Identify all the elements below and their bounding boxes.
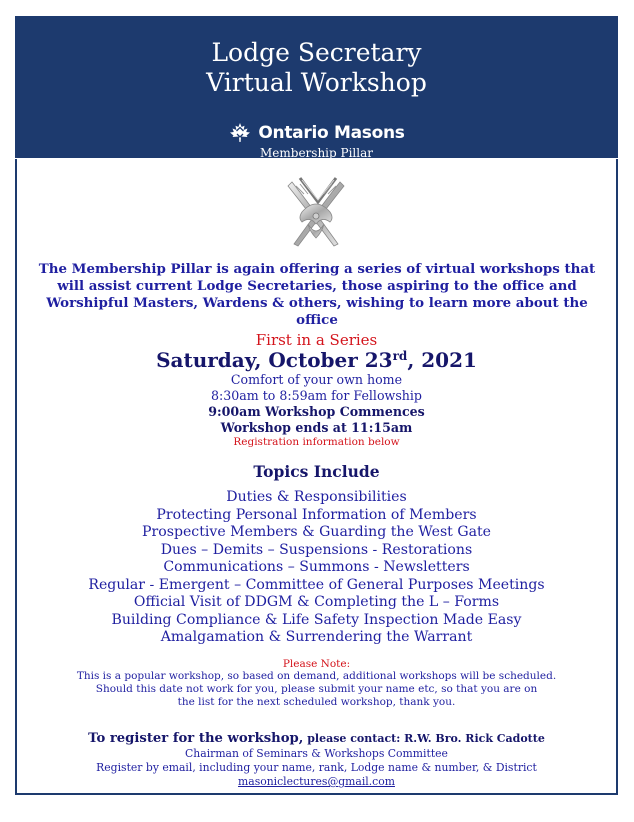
topic-item: Regular - Emergent – Committee of General Purposes Meetings bbox=[88, 576, 545, 593]
please-note-title: Please Note: bbox=[282, 658, 351, 670]
register-instructions: Register by email, including your name, rank, Lodge name & number, & District bbox=[96, 761, 537, 774]
note-line: This is a popular workshop, so based on demand, additional workshops will be scheduled. bbox=[76, 670, 557, 682]
please-note-body bbox=[15, 670, 618, 709]
event-location: Comfort of your own home bbox=[230, 372, 403, 387]
ontario-masons-logo bbox=[15, 122, 618, 144]
event-date-suffix: rd bbox=[392, 349, 408, 363]
register-lead: To register for the workshop, bbox=[88, 731, 304, 746]
series-label: First in a Series bbox=[255, 331, 378, 349]
workshop-start: 9:00am Workshop Commences bbox=[208, 404, 425, 419]
topic-item: Dues – Demits – Suspensions - Restorations bbox=[160, 541, 473, 558]
title-line-2: Virtual Workshop bbox=[206, 68, 427, 97]
event-date-year: , 2021 bbox=[407, 348, 477, 372]
note-line: the list for the next scheduled workshop, thank you. bbox=[177, 696, 456, 708]
topics-list bbox=[15, 489, 618, 647]
topics-title: Topics Include bbox=[253, 462, 380, 481]
note-line: Should this date not work for you, please submit your name etc, so that you are on bbox=[95, 683, 538, 695]
topic-item: Prospective Members & Guarding the West Gate bbox=[142, 524, 491, 540]
topic-item: Protecting Personal Information of Members bbox=[156, 506, 477, 523]
topic-item: Official Visit of DDGM & Completing the L – Forms bbox=[133, 594, 500, 610]
event-date-day: Saturday, October 23 bbox=[156, 348, 393, 372]
register-email-row bbox=[15, 775, 618, 788]
fellowship-time: 8:30am to 8:59am for Fellowship bbox=[211, 388, 422, 403]
crossed-quills-secretary-jewel-icon bbox=[278, 172, 354, 252]
intro-paragraph: The Membership Pillar is again offering a series of virtual workshops that will assist current Lodge Secretaries, those aspiring to the office and Worshipful Masters, Wardens & others, wishing to learn more about the office bbox=[38, 261, 596, 328]
workshop-end: Workshop ends at 11:15am bbox=[220, 420, 413, 435]
maple-leaf-square-compass-icon bbox=[228, 122, 252, 144]
topic-item: Building Compliance & Life Safety Inspection Made Easy bbox=[111, 611, 522, 628]
membership-pillar-subtitle: Membership Pillar bbox=[260, 146, 373, 160]
event-date bbox=[15, 347, 618, 373]
registration-note: Registration information below bbox=[233, 436, 400, 448]
topic-item: Communications – Summons - Newsletters bbox=[163, 559, 470, 575]
title-line-1: Lodge Secretary bbox=[211, 38, 422, 67]
header-banner bbox=[15, 16, 618, 158]
brand-name: Ontario Masons bbox=[258, 123, 405, 143]
topic-item: Duties & Responsibilities bbox=[226, 489, 407, 505]
register-contact: please contact: R.W. Bro. Rick Cadotte bbox=[303, 732, 545, 745]
register-email-link[interactable]: masoniclectures@gmail.com bbox=[238, 775, 395, 788]
topic-item: Amalgamation & Surrendering the Warrant bbox=[160, 629, 473, 645]
register-heading bbox=[15, 731, 618, 747]
register-role: Chairman of Seminars & Workshops Committee bbox=[185, 747, 448, 760]
